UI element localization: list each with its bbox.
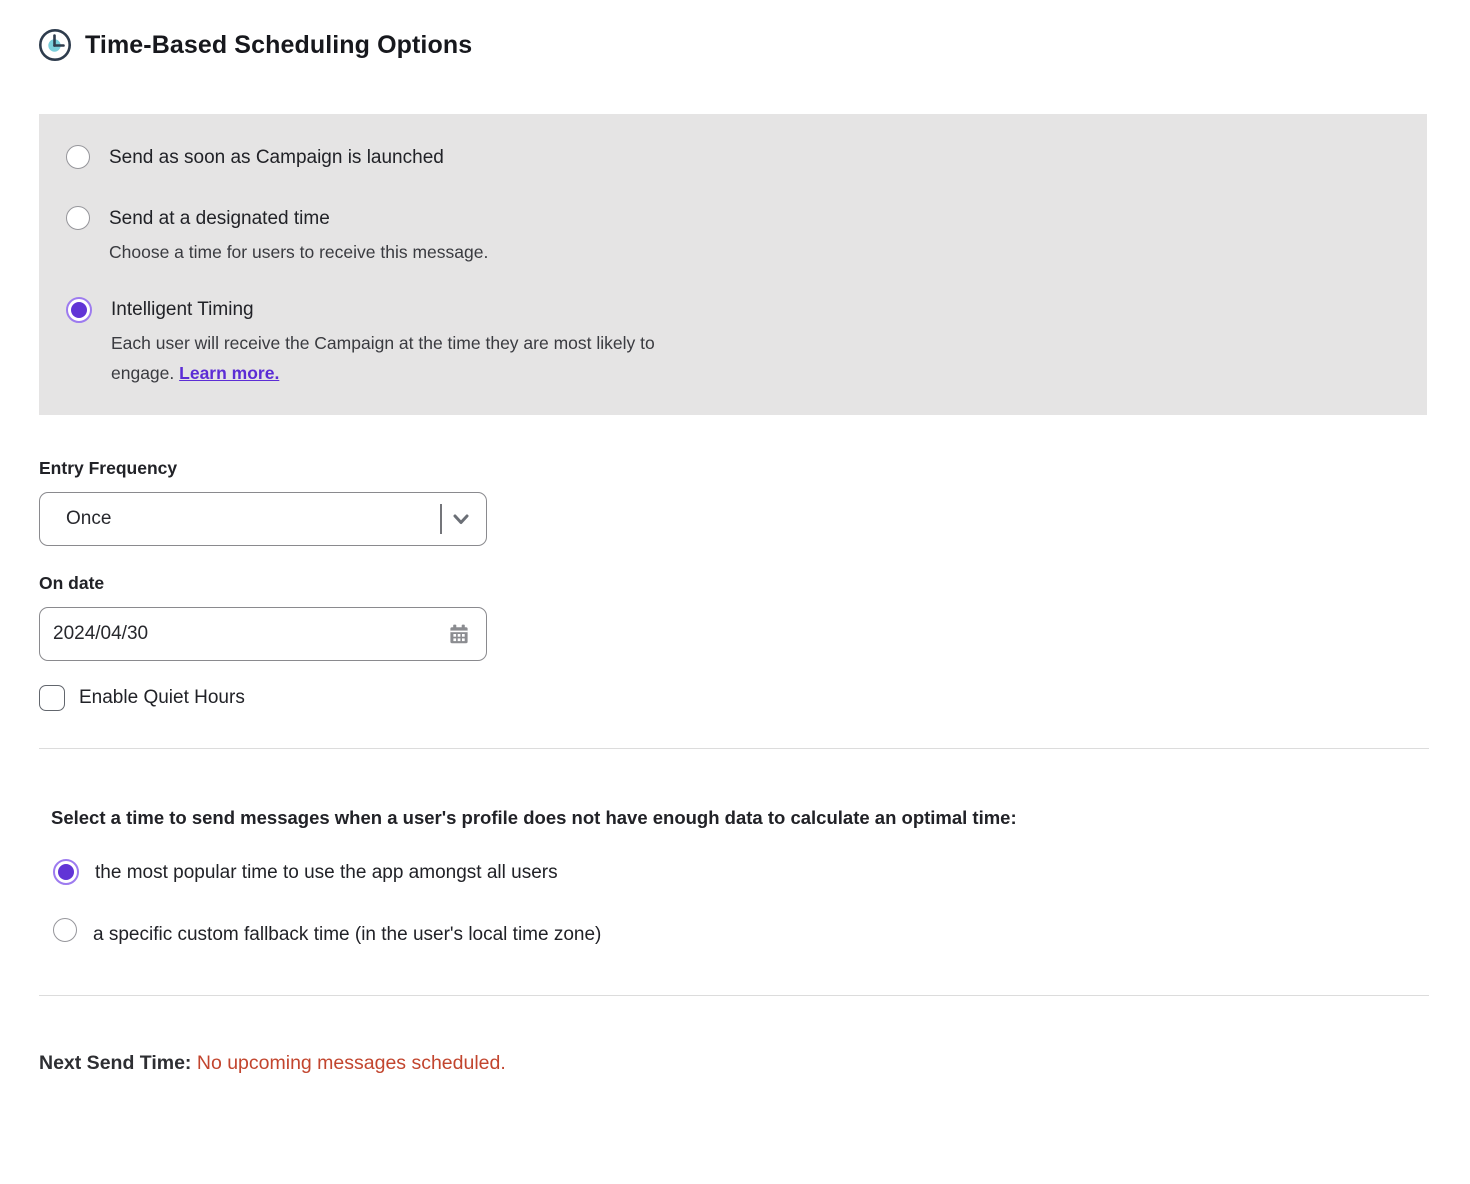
option-most-popular-time[interactable] xyxy=(53,859,1470,886)
option-label: a specific custom fallback time (in the user's local time zone) xyxy=(93,924,602,945)
option-designated-time[interactable] xyxy=(66,206,1397,267)
next-send-time-value: No upcoming messages scheduled. xyxy=(196,1052,506,1074)
fallback-heading: Select a time to send messages when a user's profile does not have enough data to calculate an optimal time: xyxy=(51,807,1017,828)
radio-custom-fallback-time[interactable] xyxy=(53,918,77,942)
option-label: Send at a designated time xyxy=(109,208,330,229)
section-divider xyxy=(39,748,1429,749)
option-label: Send as soon as Campaign is launched xyxy=(109,147,444,168)
option-send-immediately[interactable] xyxy=(66,145,1397,170)
page-header xyxy=(38,28,1470,62)
calendar-icon[interactable] xyxy=(448,623,470,645)
radio-most-popular-time[interactable] xyxy=(53,859,79,885)
entry-frequency-select[interactable] xyxy=(39,492,487,546)
page-title: Time-Based Scheduling Options xyxy=(85,30,473,59)
entry-frequency-label: Entry Frequency xyxy=(39,458,178,478)
option-description-text: Each user will receive the Campaign at the time they are most likely to engage. xyxy=(111,333,655,383)
select-divider xyxy=(440,504,442,534)
next-send-time xyxy=(39,1052,1470,1075)
on-date-field[interactable] xyxy=(39,607,487,661)
on-date-input[interactable] xyxy=(40,623,448,645)
entry-frequency-value: Once xyxy=(66,508,112,529)
option-description xyxy=(111,328,711,388)
radio-designated-time[interactable] xyxy=(66,206,90,230)
option-label: Intelligent Timing xyxy=(111,299,254,320)
option-intelligent-timing[interactable] xyxy=(66,297,1397,388)
option-custom-fallback-time[interactable] xyxy=(53,918,1470,952)
option-label: the most popular time to use the app amongst all users xyxy=(95,862,558,883)
radio-send-immediately[interactable] xyxy=(66,145,90,169)
quiet-hours-row[interactable] xyxy=(39,685,1470,711)
quiet-hours-checkbox[interactable] xyxy=(39,685,65,711)
clock-icon xyxy=(38,28,72,62)
on-date-label: On date xyxy=(39,573,105,593)
quiet-hours-label: Enable Quiet Hours xyxy=(79,687,245,708)
next-send-time-label: Next Send Time: xyxy=(39,1052,192,1074)
chevron-down-icon xyxy=(450,508,472,530)
option-description: Choose a time for users to receive this message. xyxy=(109,242,489,262)
scheduling-options-panel xyxy=(39,114,1427,415)
learn-more-link[interactable]: Learn more. xyxy=(179,363,280,383)
section-divider xyxy=(39,995,1429,996)
radio-intelligent-timing[interactable] xyxy=(66,297,92,323)
